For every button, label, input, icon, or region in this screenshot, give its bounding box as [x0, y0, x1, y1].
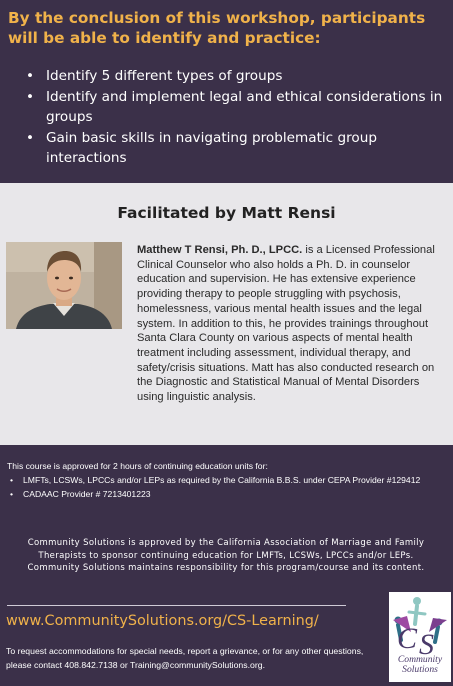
bio-text: is a Licensed Professional Clinical Counselor who also holds a Ph. D. in counselor education and supervision. He has extensive experience providing therapy to people struggling with psychosis, homelessness, various mental health issues and the legal system. In addition to this, he provides trainings throughout Santa Clara County on various aspects of mental health treatment including assessment, individual therapy, and safety/crisis situations. Matt has also conducted research on the Diagnostic and Statistical Manual of Mental Disorders using linguistic analysis. — [137, 244, 435, 404]
approval-statement: Community Solutions is approved by the California Association of Marriage and Family Therapists to sponsor continuing education for LMFTs, LCSWs, LPCCs and/or LEPs. Community Solutions maintains responsibility for this program/course and its content. — [27, 538, 425, 574]
accommodations-note: To request accommodations for special needs, report a grievance, or for any other questions, please contact 408.842.7138 or Training@communitySolutions.org. — [6, 646, 364, 670]
ce-intro: This course is approved for 2 hours of continuing education units for: — [7, 461, 268, 471]
divider — [7, 605, 346, 606]
objectives-list — [26, 66, 446, 169]
facilitator-bio — [137, 243, 447, 405]
ce-item: • LMFTs, LCSWs, LPCCs and/or LEPs as required by the California B.B.S. under CEPA Provider #129412 — [10, 475, 430, 486]
website-link[interactable]: www.CommunitySolutions.org/CS-Learning/ — [6, 613, 319, 629]
ce-item: • CADAAC Provider # 7213401223 — [10, 489, 430, 500]
objectives-heading: By the conclusion of this workshop, participants will be able to identify and practice: — [8, 9, 426, 47]
facilitator-title: Facilitated by Matt Rensi — [117, 204, 336, 222]
facilitator-photo — [6, 242, 122, 329]
objective-item: • Gain basic skills in navigating problematic group interactions — [26, 128, 446, 169]
community-solutions-logo — [389, 592, 451, 682]
ce-list — [10, 475, 430, 501]
objective-item: • Identify and implement legal and ethical considerations in groups — [26, 87, 446, 128]
logo-text-line-1: Community — [397, 654, 443, 665]
bio-name: Matthew T Rensi, Ph. D., LPCC. — [137, 244, 303, 256]
logo-letter-s: S — [419, 628, 434, 656]
objective-item: • Identify 5 different types of groups — [26, 66, 446, 87]
logo-text-line-2: Solutions — [402, 664, 438, 675]
logo-letter-c: C — [397, 622, 418, 655]
logo-text — [389, 655, 451, 675]
